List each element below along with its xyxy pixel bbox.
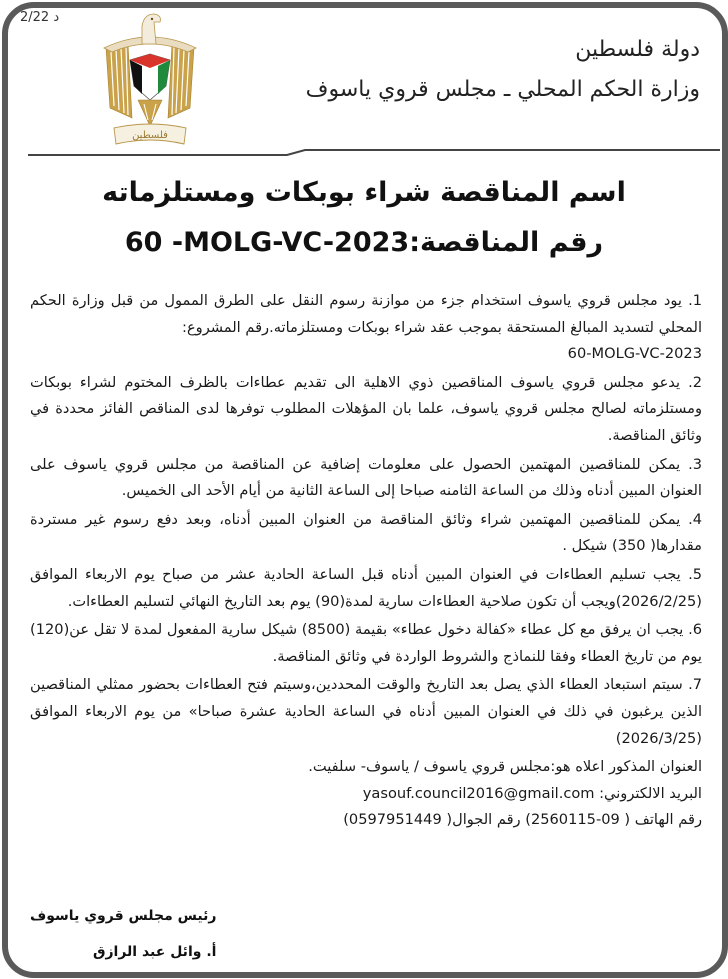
email-label: البريد الالكتروني:	[599, 784, 702, 802]
clause-1	[30, 288, 702, 368]
tender-number-value: 60 -MOLG-VC-2023	[124, 227, 410, 258]
tender-title-block	[20, 168, 708, 268]
project-number: 60-MOLG-VC-2023	[567, 345, 702, 363]
palestine-eagle-emblem-icon	[98, 8, 202, 148]
notice-body	[30, 288, 702, 834]
clause-4	[30, 507, 702, 560]
clause-text: يمكن للمناقصين المهتمين شراء وثائق المناقصة من العنوان المبين أدناه، وبعد دفع رسوم غير مستردة مقدارها( 350) شيكل .	[30, 510, 702, 555]
contact-block	[30, 754, 702, 834]
clause-number: 1.	[688, 292, 703, 309]
email-link[interactable]: yasouf.council2016@gmail.com	[362, 784, 595, 802]
clause-text: يمكن للمناقصين المهتمين الحصول على معلومات إضافية عن المناقصة من مجلس قروي ياسوف على العنوان المبين أدناه وذلك من الساعة الثامنه صباحا إلى الساعة الثانية من أيام الأحد الى الخميس.	[30, 455, 702, 500]
clause-5	[30, 562, 702, 615]
clause-6	[30, 617, 702, 670]
clause-2	[30, 370, 702, 450]
clause-number: 7.	[688, 676, 702, 694]
clause-number: 5.	[688, 565, 702, 583]
clause-text: يجب تسليم العطاءات في العنوان المبين أدناه قبل الساعة الحادية عشر من صباح يوم الاربعاء الموافق (2026/2/25)ويجب أن تكون صلاحية العطاءات سارية لمدة(90) يوم بعد التاريخ النهائي لتسليم العطاءات.	[30, 565, 702, 610]
reference-number: 2/22 د	[20, 10, 60, 25]
clause-number: 4.	[688, 510, 703, 528]
tender-number	[20, 218, 708, 268]
signatory-title: رئيس مجلس قروي ياسوف	[30, 908, 217, 924]
clause-text: يود مجلس قروي ياسوف استخدام جزء من موازنة رسوم النقل على الطرق الممول من قبل وزارة الحكم المحلي لتسديد المبالغ المستحقة بموجب عقد شراء بوبكات ومستلزماته.رقم المشروع:	[30, 292, 702, 336]
header-text	[306, 30, 700, 110]
state-name: دولة فلسطين	[575, 37, 700, 62]
email-line	[30, 781, 702, 808]
clause-7	[30, 672, 702, 752]
clause-number: 2.	[688, 373, 703, 391]
clause-3	[30, 452, 702, 505]
signatory-name: أ. وائل عبد الرازق	[92, 944, 217, 960]
address-line: العنوان المذكور اعلاه هو:مجلس قروي ياسوف / ياسوف- سلفيت.	[308, 758, 702, 776]
phone-line: رقم الهاتف ( 09-2560115) رقم الجوال( 0597951449)	[343, 811, 702, 829]
clause-number: 3.	[688, 455, 702, 473]
tender-title: اسم المناقصة شراء بوبكات ومستلزماته	[102, 177, 626, 208]
clause-text: سيتم استبعاد العطاء الذي يصل بعد التاريخ والوقت المحددين،وسيتم فتح العطاءات بحضور ممثلي المناقصين الذين يرغبون في ذلك في العنوان المبين أدناه في الساعة الحادية عشرة صباحا» من يوم الاربعاء الموافق (2026/3/25)	[30, 676, 702, 747]
clause-text: يدعو مجلس قروي ياسوف المناقصين ذوي الاهلية الى تقديم عطاءات بالظرف المختوم لشراء بوبكات ومستلزماته لصالح مجلس قروي ياسوف، علما بان المؤهلات المطلوب توفرها لدى المناقص الفائز محددة في وثائق المناقصة.	[30, 373, 702, 444]
emblem-caption: فلسطين	[132, 130, 168, 141]
signature-block	[30, 898, 216, 970]
clause-text: يجب ان يرفق مع كل عطاء «كفالة دخول عطاء» بقيمة (8500) شيكل سارية المفعول لمدة لا تقل عن(120) يوم من تاريخ العطاء وفقا للنماذج والشروط الواردة في وثائق المناقصة.	[30, 621, 702, 665]
ministry-council-name: وزارة الحكم المحلي ـ مجلس قروي ياسوف	[305, 77, 700, 102]
clause-number: 6.	[688, 621, 703, 639]
tender-number-label: رقم المناقصة:	[409, 227, 604, 258]
